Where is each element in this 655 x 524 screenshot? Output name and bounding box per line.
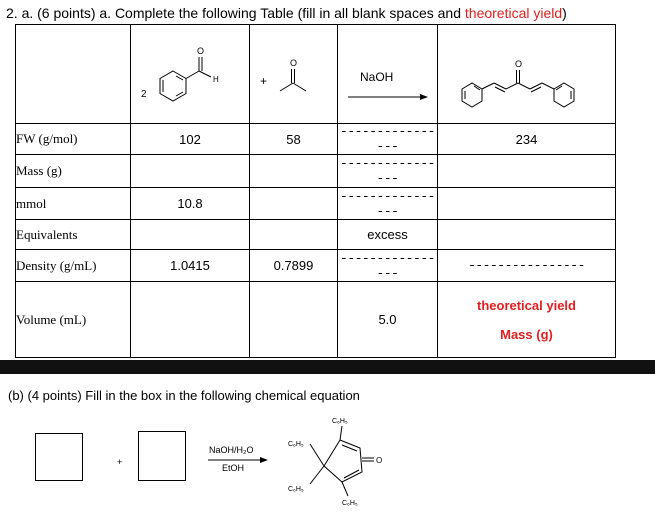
table-cell: 234 [438, 124, 616, 155]
reactant-box-1[interactable] [35, 433, 83, 481]
table-cell: ---------------- [438, 250, 616, 282]
reagent-top: NaOH/H₂O [209, 445, 254, 455]
question-suffix: ) [562, 5, 567, 21]
table-cell[interactable] [438, 188, 616, 220]
table-cell: 0.7899 [250, 250, 338, 282]
product-cell [438, 25, 616, 124]
table-row [16, 124, 616, 155]
row-label: Density (g/mL) [16, 250, 131, 282]
table-cell: 10.8 [131, 188, 250, 220]
phenyl-label: C₆H₅ [288, 441, 304, 448]
table-row [16, 220, 616, 250]
table-cell[interactable] [250, 188, 338, 220]
reaction-plus: + [260, 74, 268, 88]
table-cell[interactable] [250, 220, 338, 250]
table-cell[interactable] [131, 220, 250, 250]
table-cell: ---------------- [338, 188, 438, 220]
table-cell: ---------------- [338, 155, 438, 188]
table-cell: 102 [131, 124, 250, 155]
phenyl-label: C₆H₅ [342, 500, 358, 507]
coefficient: 2 [141, 89, 147, 100]
reagent-bottom: EtOH [222, 463, 245, 473]
structure-row [16, 25, 616, 124]
part-b-title: (b) (4 points) Fill in the box in the following chemical equation [8, 388, 360, 403]
question-prefix: 2. a. (6 points) a. Complete the following Table (fill in all blank spaces and [6, 5, 465, 21]
phenyl-label: C₆H₅ [332, 418, 348, 425]
acetone-structure [250, 25, 337, 120]
reagent-naoh: NaOH [360, 70, 394, 84]
table-row [16, 282, 616, 358]
section-divider [0, 360, 655, 374]
table-cell[interactable] [438, 155, 616, 188]
table-cell: 1.0415 [131, 250, 250, 282]
benzaldehyde-cell [131, 25, 250, 124]
acetone-cell [250, 25, 338, 124]
table-cell[interactable] [250, 155, 338, 188]
carbonyl-oxygen: O [376, 456, 383, 465]
table-cell: ---------------- [338, 124, 438, 155]
structure-row-label [16, 25, 131, 124]
reactant-box-2[interactable] [138, 431, 186, 481]
theoretical-yield-label: theoretical yield [477, 297, 576, 313]
row-label: mmol [16, 188, 131, 220]
table-cell: 5.0 [338, 282, 438, 358]
aldehyde-oxygen: O [197, 46, 205, 56]
row-label: Equivalents [16, 220, 131, 250]
reaction-table [15, 24, 616, 358]
table-cell: ---------------- [338, 250, 438, 282]
dibenzalacetone-structure [438, 25, 615, 120]
question-highlight: theoretical yield [464, 5, 563, 21]
aldehyde-h: H [213, 75, 219, 84]
tetraphenylcyclopentadienone-structure [280, 410, 410, 520]
phenyl-label: C₆H₅ [288, 486, 304, 493]
benzaldehyde-structure [131, 25, 249, 120]
theoretical-yield-cell[interactable] [438, 282, 616, 358]
row-label: Volume (mL) [16, 282, 131, 358]
theoretical-mass-label: Mass (g) [500, 326, 553, 342]
ketone-oxygen: O [290, 58, 298, 68]
table-cell[interactable] [131, 282, 250, 358]
product-oxygen: O [515, 59, 523, 69]
table-row [16, 155, 616, 188]
row-label: Mass (g) [16, 155, 131, 188]
row-label: FW (g/mol) [16, 124, 131, 155]
reagent-arrow [338, 25, 437, 120]
table-cell[interactable] [250, 282, 338, 358]
table-row [16, 188, 616, 220]
part-b-plus: + [117, 457, 123, 467]
table-cell: 58 [250, 124, 338, 155]
table-row [16, 250, 616, 282]
reagent-cell [338, 25, 438, 124]
question-heading [6, 5, 567, 21]
table-cell: excess [338, 220, 438, 250]
table-cell[interactable] [131, 155, 250, 188]
table-cell[interactable] [438, 220, 616, 250]
